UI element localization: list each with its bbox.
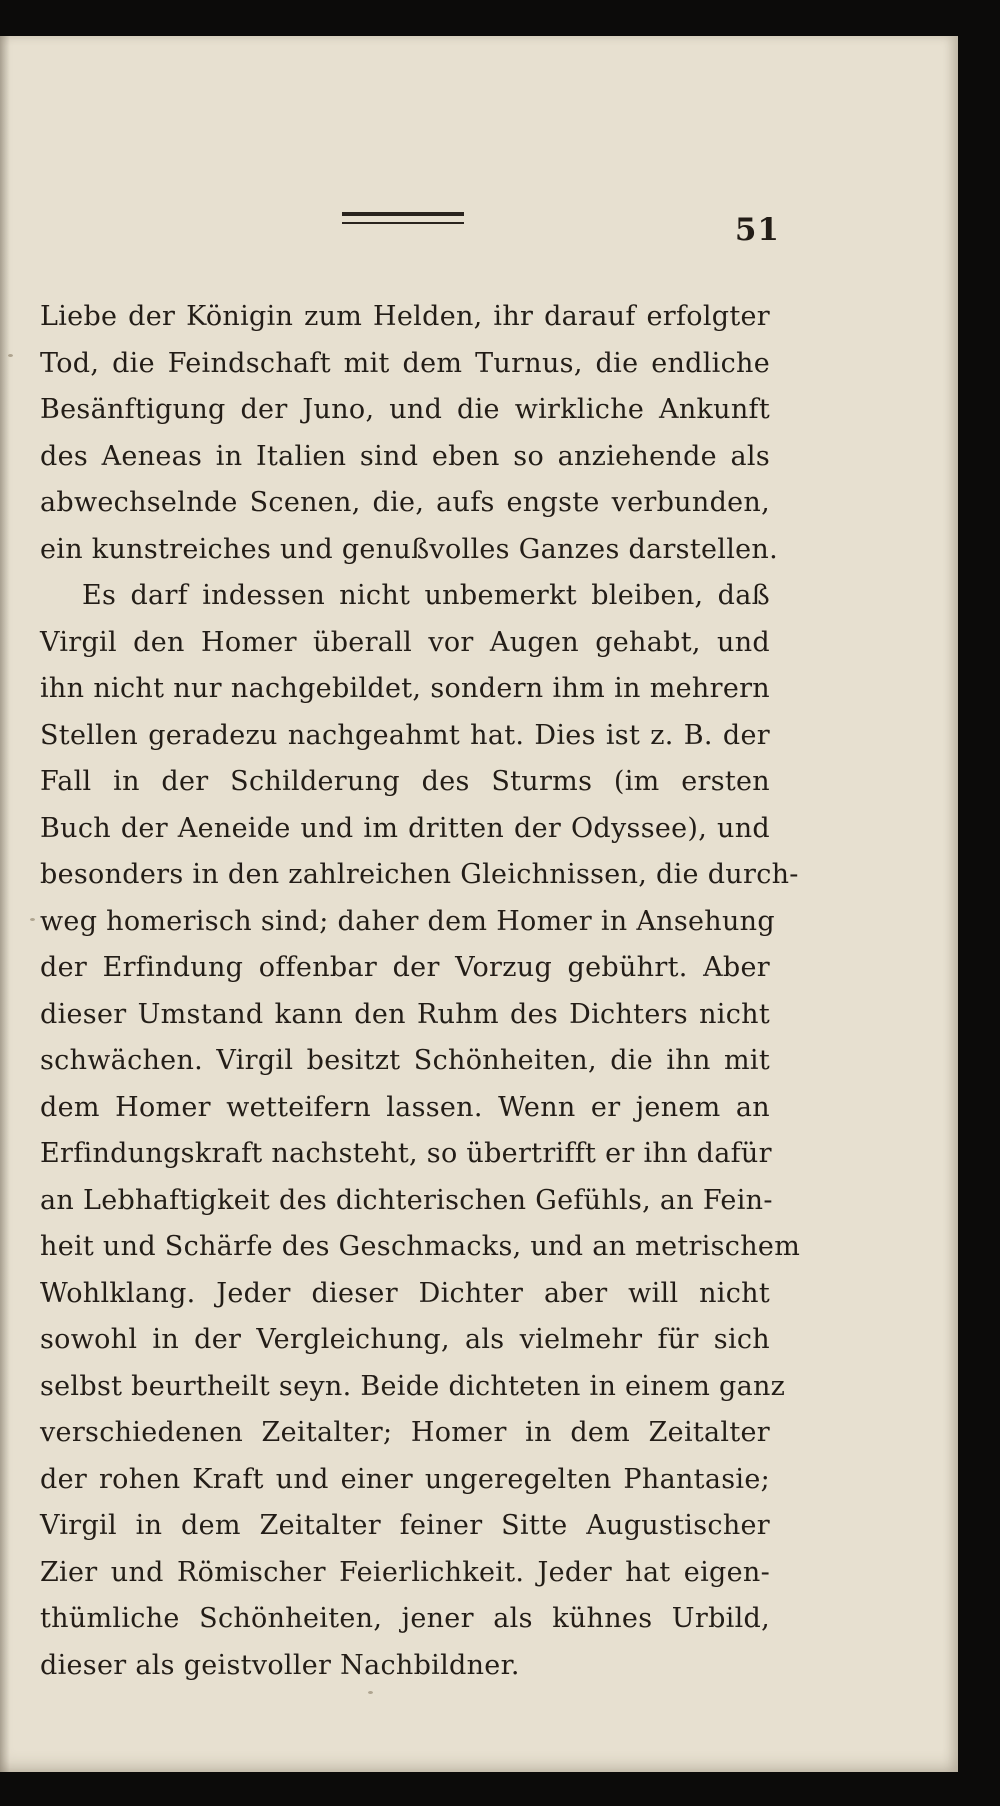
paper-speck (8, 354, 13, 357)
page-number: 51 (734, 212, 780, 248)
paper-speck (30, 918, 35, 921)
header-rule (342, 212, 464, 216)
text-line: selbst beurtheilt seyn. Beide dichteten in einem ganz (40, 1370, 786, 1402)
text-line: Wohlklang. Jeder dieser Dichter aber will nicht (40, 1277, 770, 1309)
text-line: Tod, die Feindschaft mit dem Turnus, die endliche (40, 347, 770, 379)
text-line: abwechselnde Scenen, die, aufs engste verbunden, (40, 487, 770, 518)
text-line: weg homerisch sind; daher dem Homer in Ansehung (40, 905, 775, 937)
text-line: schwächen. Virgil besitzt Schönheiten, die ihn mit (40, 1045, 770, 1076)
text-line: ihn nicht nur nachgebildet, sondern ihm in mehrern (40, 673, 770, 704)
text-line: der rohen Kraft und einer ungeregelten Phantasie; (40, 1463, 770, 1495)
text-line: heit und Schärfe des Geschmacks, und an metrischem (40, 1231, 801, 1262)
header-rule-thin (342, 222, 464, 224)
text-line: der Erfindung offenbar der Vorzug gebührt. Aber (40, 952, 770, 983)
text-line: des Aeneas in Italien sind eben so anziehende als (40, 440, 770, 472)
text-line: Liebe der Königin zum Helden, ihr darauf erfolgter (40, 301, 770, 332)
book-page (0, 36, 958, 1772)
body-text (40, 294, 801, 1689)
text-line: dem Homer wetteifern lassen. Wenn er jenem an (40, 1091, 770, 1123)
text-line: Stellen geradezu nachgeahmt hat. Dies ist z. B. der (40, 719, 770, 751)
text-line: dieser als geistvoller Nachbildner. (40, 1649, 520, 1681)
text-line: an Lebhaftigkeit des dichterischen Gefühls, an Fein- (40, 1184, 773, 1216)
text-line: dieser Umstand kann den Ruhm des Dichters nicht (40, 998, 770, 1030)
text-line: Buch der Aeneide und im dritten der Odyssee), und (40, 812, 770, 844)
text-line: Besänftigung der Juno, und die wirkliche Ankunft (40, 394, 770, 425)
text-line: Zier und Römischer Feierlichkeit. Jeder hat eigen- (40, 1556, 770, 1588)
text-line: besonders in den zahlreichen Gleichnissen, die durch- (40, 859, 799, 890)
text-line: sowohl in der Vergleichung, als vielmehr für sich (40, 1324, 770, 1355)
text-line: Virgil in dem Zeitalter feiner Sitte Augustischer (40, 1510, 770, 1541)
text-line: verschiedenen Zeitalter; Homer in dem Zeitalter (40, 1417, 770, 1448)
text-line: Es darf indessen nicht unbemerkt bleiben, daß (82, 580, 770, 611)
paper-speck (368, 1691, 373, 1694)
text-line: Erfindungskraft nachsteht, so übertrifft er ihn dafür (40, 1138, 772, 1169)
text-line: thümliche Schönheiten, jener als kühnes Urbild, (40, 1603, 770, 1634)
text-line: ein kunstreiches und genußvolles Ganzes darstellen. (40, 533, 778, 565)
text-line: Fall in der Schilderung des Sturms (im ersten (40, 766, 770, 797)
text-line: Virgil den Homer überall vor Augen gehabt, und (40, 626, 770, 658)
